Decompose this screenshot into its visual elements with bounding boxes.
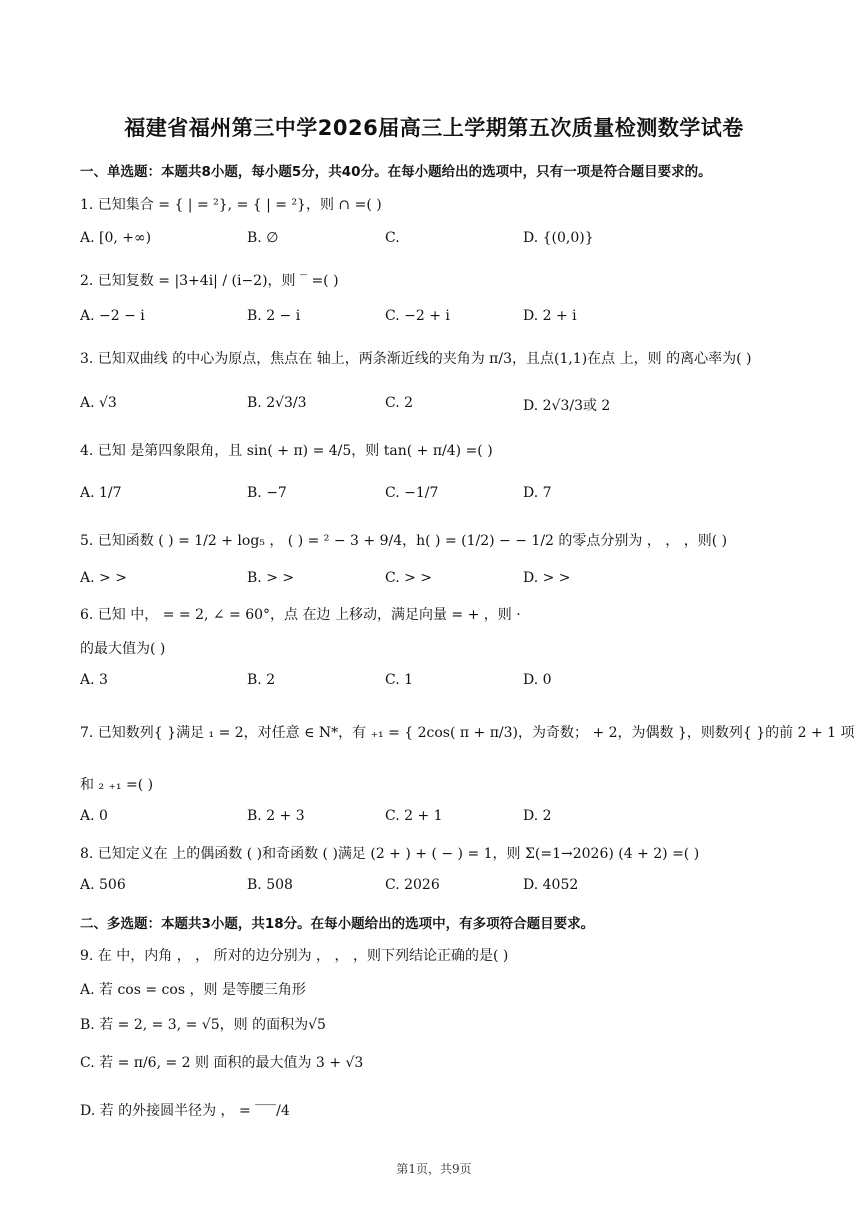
option-a: A. 0 (80, 808, 108, 824)
question-3-stem: 3. 已知双曲线 的中心为原点，焦点在 轴上，两条渐近线的夹角为 π/3，且点(1,1)在点 上，则 的离心率为( ) (80, 351, 752, 367)
question-9-choice-c: C. 若 = π/6, = 2 则 面积的最大值为 3 + √3 (80, 1055, 364, 1071)
option-a: A. −2 − i (80, 308, 145, 324)
option-d: D. {(0,0)} (523, 230, 594, 246)
option-d: D. > > (523, 570, 571, 586)
option-c: C. 2 + 1 (385, 808, 443, 824)
option-a: A. 506 (80, 877, 126, 893)
question-9-choice-b: B. 若 = 2, = 3, = √5，则 的面积为√5 (80, 1017, 326, 1033)
option-a: A. 1/7 (80, 485, 122, 501)
section-heading-single-choice: 一、单选题：本题共8小题，每小题5分，共40分。在每小题给出的选项中，只有一项是符合题目要求的。 (80, 164, 712, 180)
option-d: D. 2 + i (523, 308, 577, 324)
question-9-choice-a: A. 若 cos = cos ，则 是等腰三角形 (80, 982, 306, 998)
option-b: B. ∅ (247, 230, 279, 246)
option-a: A. √3 (80, 395, 117, 411)
option-b: B. 2 + 3 (247, 808, 305, 824)
option-c: C. 2026 (385, 877, 440, 893)
option-d: D. 4052 (523, 877, 579, 893)
option-a: A. [0, +∞) (80, 230, 152, 246)
section-heading-multi-choice: 二、多选题：本题共3小题，共18分。在每小题给出的选项中，有多项符合题目要求。 (80, 916, 595, 932)
question-6-stem: 6. 已知 中， = = 2, ∠ = 60°，点 在边 上移动，满足向量 = + ，则 · (80, 607, 521, 623)
option-a: A. > > (80, 570, 127, 586)
question-8-stem: 8. 已知定义在 上的偶函数 ( )和奇函数 ( )满足 (2 + ) + ( − ) = 1，则 Σ(=1→2026) (4 + 2) =( ) (80, 846, 700, 862)
option-c: C. 1 (385, 672, 414, 688)
page-title: 福建省福州第三中学2026届高三上学期第五次质量检测数学试卷 (124, 116, 744, 140)
question-7-stem-cont: 和 ₂ ₊₁ =( ) (80, 777, 154, 793)
question-5-stem: 5. 已知函数 ( ) = 1/2 + log₅ ， ( ) = ² − 3 + 9/4，h( ) = (1/2) − − 1/2 的零点分别为 ， ， ，则( ) (80, 533, 728, 549)
option-c: C. −2 + i (385, 308, 450, 324)
option-d: D. 2 (523, 808, 552, 824)
option-b: B. 2 (247, 672, 276, 688)
question-4-stem: 4. 已知 是第四象限角，且 sin( + π) = 4/5，则 tan( + π/4) =( ) (80, 443, 493, 459)
option-b: B. −7 (247, 485, 287, 501)
option-c: C. −1/7 (385, 485, 439, 501)
option-b: B. 2 − i (247, 308, 301, 324)
option-b: B. > > (247, 570, 295, 586)
question-6-stem-cont: 的最大值为( ) (80, 641, 166, 657)
question-1-stem: 1. 已知集合 = { | = ²}, = { | = ²}，则 ∩ =( ) (80, 197, 382, 213)
option-a: A. 3 (80, 672, 108, 688)
option-b: B. 2√3/3 (247, 395, 307, 411)
option-c: C. > > (385, 570, 433, 586)
option-b: B. 508 (247, 877, 293, 893)
question-7-stem: 7. 已知数列{ }满足 ₁ = 2，对任意 ∈ N*，有 ₊₁ = { 2cos( π + π/3)，为奇数； + 2，为偶数 }，则数列{ }的前 2 + 1 项 (80, 725, 855, 741)
option-c: C. (385, 230, 400, 246)
option-d: D. 0 (523, 672, 552, 688)
option-d: D. 2√3/3或 2 (523, 398, 611, 414)
option-d: D. 7 (523, 485, 552, 501)
option-c: C. 2 (385, 395, 414, 411)
question-2-stem: 2. 已知复数 = |3+4i| / (i−2)，则 ‾ =( ) (80, 273, 339, 289)
question-9-choice-d: D. 若 的外接圆半径为 ， = ‾‾‾/4 (80, 1103, 290, 1119)
page-footer: 第1页，共9页 (396, 1162, 472, 1176)
question-9-stem: 9. 在 中，内角 ， ， 所对的边分别为 ， ， ，则下列结论正确的是( ) (80, 948, 509, 964)
